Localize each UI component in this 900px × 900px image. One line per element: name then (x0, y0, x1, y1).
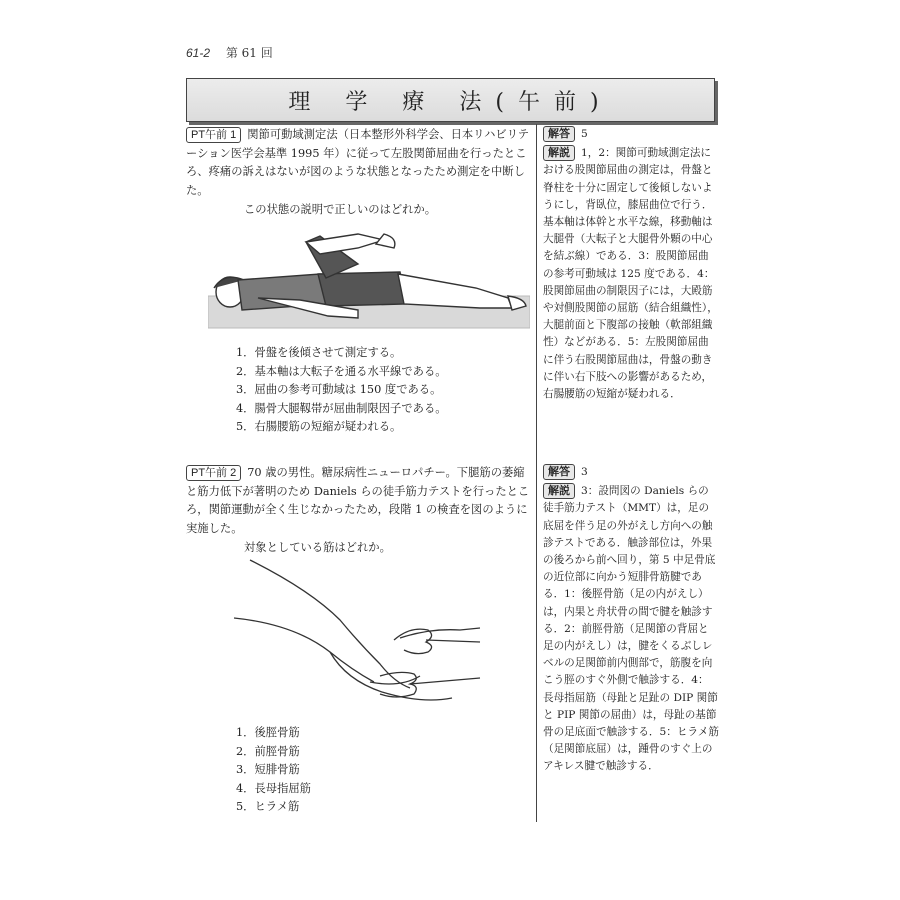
question-2-tag: PT午前 2 (186, 465, 241, 481)
question-2 (186, 464, 530, 558)
question-1-prompt: この状態の説明で正しいのはどれか。 (244, 202, 437, 216)
answer-1-value: 5 (581, 128, 588, 140)
option: 3．短腓骨筋 (236, 763, 300, 776)
question-1-stem: PT午前 1 関節可動域測定法（日本整形外科学会、日本リハビリテーション医学会基準 1995 年）に従って左股関節屈曲を行ったところ、疼痛の訴えはないが図のような状態となったため測定を中断した。 (186, 128, 530, 198)
option: 5．右腸腰筋の短縮が疑われる。 (236, 420, 402, 433)
explanation-2-text: 3：設問図の Daniels らの徒手筋力テスト（MMT）は，足の底屈を伴う足の外がえし方向への触診テストである．触診部位は，外果の後ろから前へ回り，第 5 中足骨底の近位部に向かう短腓骨筋腱である．1：後脛骨筋（足の内がえし）は，内果と舟状骨の間で腱を触診する．2：前脛骨筋（足関節の背屈と足の内がえし）は，腱をくるぶしレベルの足関節前内側部で，筋腹を向こう脛のすぐ外側で触診する．4：長母指屈筋（母趾と足趾の DIP 関節と PIP 関節の屈曲）は，母趾の基節骨の足底面で触診する．5：ヒラメ筋（足関節底屈）は，踵骨のすぐ上のアキレス腱で触診する． (543, 485, 719, 773)
question-2-stem: PT午前 2 70 歳の男性。糖尿病性ニューロパチー。下腿筋の萎縮と筋力低下が著明のため Daniels らの徒手筋力テストを行ったところ，関節運動が全く生じなかったため，段階 1 の検査を図のように実施した。 (186, 466, 530, 536)
explanation-1 (543, 145, 719, 403)
answer-2-value: 3 (581, 466, 588, 478)
option: 4．腸骨大腿靱帯が屈曲制限因子である。 (236, 401, 447, 415)
option: 3．屈曲の参考可動域は 150 度である。 (236, 383, 442, 396)
option: 4．長母指屈筋 (236, 781, 311, 795)
question-2-options (186, 724, 580, 817)
answer-1-line (543, 126, 719, 143)
explanation-1-label: 解説 (543, 145, 575, 161)
ankle-palpation-figure (230, 558, 482, 718)
question-2-prompt: 対象としている筋はどれか。 (244, 540, 391, 554)
answer-2 (543, 464, 719, 776)
column-divider (536, 124, 537, 822)
question-1-options (186, 344, 580, 437)
option: 2．基本軸は大転子を通る水平線である。 (236, 364, 447, 378)
answer-2-label: 解答 (543, 464, 575, 480)
page-number: 61-2 (186, 46, 211, 60)
option: 1．後脛骨筋 (236, 726, 300, 739)
answer-1-label: 解答 (543, 126, 575, 142)
supine-hip-flexion-figure (208, 220, 530, 332)
option: 5．ヒラメ筋 (236, 800, 300, 813)
exam-round: 第 61 回 (225, 46, 273, 60)
answer-1 (543, 126, 719, 403)
question-1-tag: PT午前 1 (186, 127, 241, 143)
explanation-1-text: 1，2：関節可動域測定法における股関節屈曲の測定は，骨盤と脊柱を十分に固定して後傾しないようにし，背臥位，膝屈曲位で行う．基本軸は体幹と水平な線，移動軸は大腿骨（大転子と大腿骨外顆の中心を結ぶ線）である．3：股関節屈曲の参考可動域は 125 度である．4：股関節屈曲の制限因子には，大殿筋や対側股関節の屈筋（結合組織性），大腿前面と下腹部の接触（軟部組織性）などがある．5：左股関節屈曲に伴う右股関節屈曲は，骨盤の動きに伴い右下肢への影響があるため，右腸腰筋の短縮が疑われる． (543, 147, 718, 401)
explanation-2 (543, 483, 719, 775)
option: 2．前脛骨筋 (236, 744, 300, 758)
explanation-2-label: 解説 (543, 483, 575, 499)
answer-2-line (543, 464, 719, 481)
running-head (186, 44, 273, 61)
section-title: 理 学 療 法(午前) (186, 78, 715, 122)
option: 1．骨盤を後傾させて測定する。 (236, 346, 402, 359)
question-1 (186, 126, 530, 220)
